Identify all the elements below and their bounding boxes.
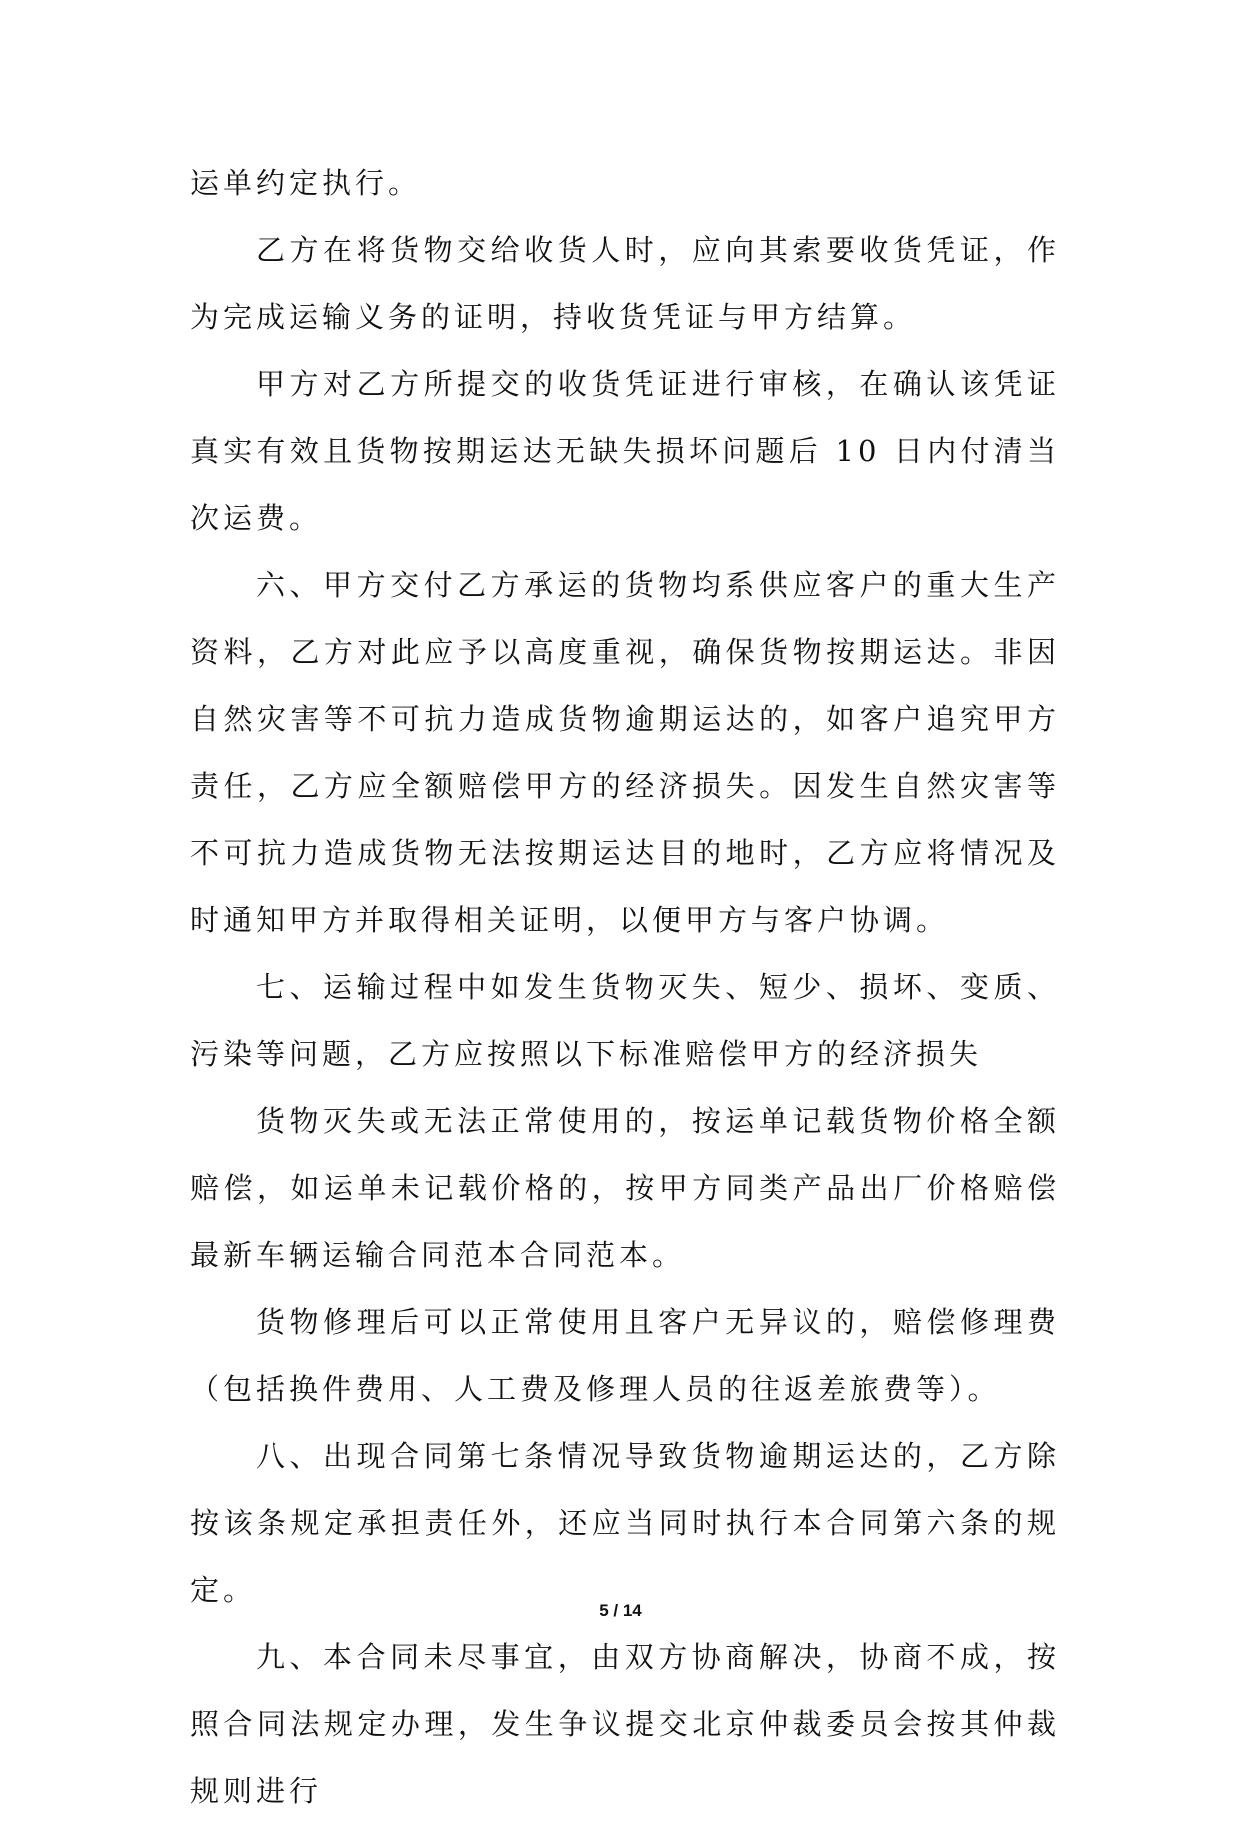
- paragraph-repair-compensation: 货物修理后可以正常使用且客户无异议的，赔偿修理费（包括换件费用、人工费及修理人员的往返差旅费等）。: [190, 1305, 1060, 1406]
- paragraph-clause-7: 七、运输过程中如发生货物灭失、短少、损坏、变质、污染等问题，乙方应按照以下标准赔偿甲方的经济损失: [190, 970, 1060, 1071]
- paragraph-continuation: 运单约定执行。: [190, 166, 422, 200]
- page-number: 5 / 14: [599, 1601, 642, 1620]
- paragraph-receipt-review: 甲方对乙方所提交的收货凭证进行审核，在确认该凭证真实有效且货物按期运达无缺失损坏问题后 10 日内付清当次运费。: [190, 367, 1060, 535]
- paragraph-clause-6: 六、甲方交付乙方承运的货物均系供应客户的重大生产资料，乙方对此应予以高度重视，确保货物按期运达。非因自然灾害等不可抗力造成货物逾期运达的，如客户追究甲方责任，乙方应全额赔偿甲方的经济损失。因发生自然灾害等不可抗力造成货物无法按期运达目的地时，乙方应将情况及时通知甲方并取得相关证明，以便甲方与客户协调。: [190, 568, 1060, 937]
- paragraph-clause-9: 九、本合同未尽事宜，由双方协商解决，协商不成，按照合同法规定办理，发生争议提交北京仲裁委员会按其仲裁规则进行: [190, 1640, 1060, 1808]
- paragraph-loss-compensation: 货物灭失或无法正常使用的，按运单记载货物价格全额赔偿，如运单未记载价格的，按甲方同类产品出厂价格赔偿最新车辆运输合同范本合同范本。: [190, 1104, 1060, 1272]
- paragraph-delivery-receipt: 乙方在将货物交给收货人时，应向其索要收货凭证，作为完成运输义务的证明，持收货凭证与甲方结算。: [190, 233, 1060, 334]
- paragraph-clause-8: 八、出现合同第七条情况导致货物逾期运达的，乙方除按该条规定承担责任外，还应当同时执行本合同第六条的规定。: [190, 1439, 1060, 1607]
- document-body: [190, 150, 1060, 1825]
